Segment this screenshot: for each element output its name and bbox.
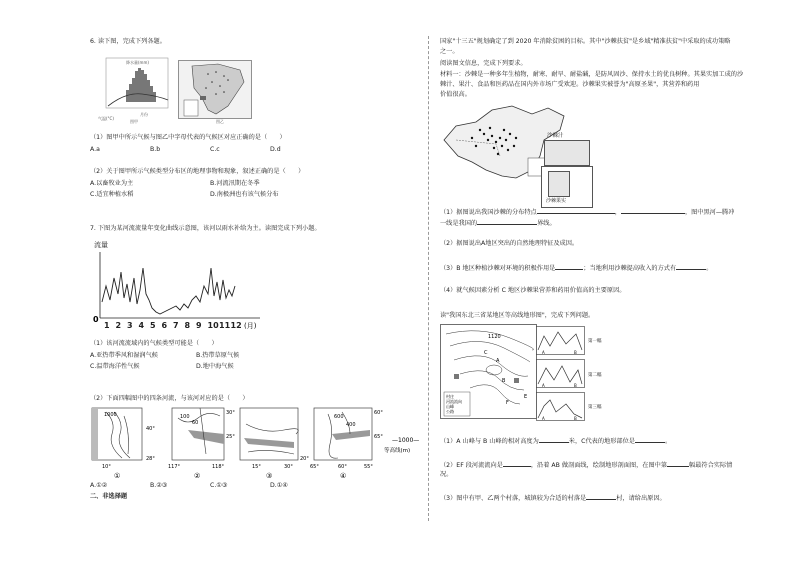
p1-b: B <box>574 350 577 355</box>
rq2: （2）据图说出A地区突出的自然地理特征及成因。 <box>440 240 579 247</box>
discharge-curve <box>102 268 235 314</box>
m2-num: ② <box>194 472 201 480</box>
p3-b: B <box>574 416 577 421</box>
legend-village: 村庄 <box>446 394 454 399</box>
month-tick-label: 10 <box>207 321 219 330</box>
fig-b-label: 图乙 <box>216 119 224 124</box>
rq6: （2）EF 段河流流向是 ，沿着 AB 做剖面线，绘制地形剖面图，在图中第 幅最符合实际情 <box>440 462 733 469</box>
q7-stem: 7. 下图为某河流流量年变化曲线示意图，该河以雨水补给为主。读图完成下列小题。 <box>90 225 321 232</box>
river-maps-figure <box>88 404 424 480</box>
q6-sub2-opt-c[interactable]: C.适宜种植水稻 <box>90 191 134 198</box>
legend-contour-text: 等高线(m) <box>384 448 411 454</box>
rq1-blank-3[interactable] <box>477 218 537 225</box>
fig-a-label: 图甲 <box>130 119 138 124</box>
month-tick-label: 12 <box>230 321 242 330</box>
river-map-4 <box>310 408 383 480</box>
q6-sub1-opt-b[interactable]: B.b <box>150 146 161 153</box>
q6-sub2: （2）关于图甲所示气候类型分布区的地理事物和现象，叙述正确的是（ ） <box>90 168 305 175</box>
q7-sub1-opt-c[interactable]: C.温带海洋性气候 <box>90 363 140 370</box>
temp-label: 气温(°C) <box>98 116 114 121</box>
m1-contour: 1000 <box>104 412 117 418</box>
m1-lat-mid: 40° <box>146 426 155 432</box>
q7-sub1-opt-d[interactable]: D.地中海气候 <box>196 363 234 370</box>
month-tick-label: 11 <box>219 321 231 330</box>
q6-sub2-opt-b[interactable]: B.河流汛期在冬季 <box>210 180 260 187</box>
m1-lat-bot: 28° <box>146 456 155 462</box>
m3-lon-l: 15° <box>252 464 261 470</box>
material-1: 材料一：沙棘是一种多年生植物，耐寒、耐旱、耐盐碱，是防风固沙、保持水土的优良树种。其果实加工成的沙 <box>440 71 744 78</box>
q6-sub2-opt-d[interactable]: D.南极洲也有该气候分布 <box>210 191 279 198</box>
juice-label: 沙棘汁 <box>547 133 564 139</box>
rq5-blank-1[interactable] <box>539 436 569 443</box>
month-tick-label: 6 <box>161 321 168 330</box>
m1-num: ① <box>114 472 121 480</box>
q6-sub2-opt-a[interactable]: A.以畜牧业为主 <box>90 180 134 187</box>
seabuckthorn-fruit-image <box>548 171 570 197</box>
month-tick-label: 4 <box>138 321 145 330</box>
rq6-cont: 况。 <box>440 471 453 478</box>
contour-b: B <box>502 378 506 384</box>
river-map-3 <box>240 408 309 480</box>
profile-3-title: 第三幅 <box>588 405 602 410</box>
profile-panels-figure <box>536 326 608 422</box>
material-1c: 价值很高。 <box>440 91 471 98</box>
intro-1: 国家"十三五"规划确定了到 2020 年消除贫困的目标。其中"沙棘扶贫"是乡域"精准扶贫"中采取的成功策略 <box>440 38 731 45</box>
m4-num: ④ <box>340 472 347 480</box>
legend-road: 公路 <box>446 409 454 414</box>
rq6-blank-1[interactable] <box>503 460 531 467</box>
m3-lon-r: 30° <box>284 464 293 470</box>
rq7: （3）图中有甲、乙两个村落，城镇较为合适的村落是 村，请给出原因。 <box>440 495 666 502</box>
m2-contour-a: 100 <box>180 414 190 420</box>
month-tick-label: 3 <box>127 321 133 330</box>
rq7-blank[interactable] <box>586 493 616 500</box>
q7-sub2: （2）下面四幅图中的四条河流，与该河对应的是（ ） <box>90 395 249 402</box>
legend-river: 河流流向 <box>446 399 462 404</box>
rq5-blank-2[interactable] <box>635 436 665 443</box>
rq1-blank-1[interactable] <box>537 207 615 214</box>
m3-num: ③ <box>266 472 273 480</box>
m4-contour-a: 600 <box>334 414 344 420</box>
rq5: （1）A 山峰与 B 山峰的相对高度为 米，C代表的地形部位是 。 <box>440 438 672 445</box>
map-legend-box <box>541 166 593 208</box>
contour-c: C <box>484 350 488 356</box>
rq4: （4）就气候因素分析 C 地区沙棘果营养和药用价值高的主要原因。 <box>440 287 626 294</box>
legend-peak: 山峰 <box>446 404 454 409</box>
p1-a: A <box>542 350 545 355</box>
m2-lat-mid: 25° <box>226 434 235 440</box>
month-tick-label: 5 <box>150 321 156 330</box>
fruit-label: 沙棘果实 <box>546 198 567 204</box>
seabuckthorn-juice-image <box>544 133 590 166</box>
discharge-ylabel: 流量 <box>94 241 108 249</box>
contour-map-figure <box>440 324 540 422</box>
q6-sub1-opt-a[interactable]: A.a <box>90 146 100 153</box>
q6-sub1-opt-d[interactable]: D.d <box>270 146 281 153</box>
q7-sub2-opt-d[interactable]: D.①④ <box>270 482 288 489</box>
m1-lon: 10° <box>102 464 111 470</box>
m2-lat-top: 30° <box>226 410 235 416</box>
m2-lon-l: 117° <box>168 464 181 470</box>
q6-sub1: （1）图甲中所示气候与图乙中字母代表的气候区对应正确的是（ ） <box>90 134 286 141</box>
q7-sub1-opt-b[interactable]: B.热带草原气候 <box>196 352 240 359</box>
climate-chart-figure <box>96 56 176 124</box>
continent-map-figure <box>178 60 252 124</box>
q7-sub2-opt-c[interactable]: C.①③ <box>210 482 228 489</box>
precip-label: 降水量(mm) <box>126 60 149 65</box>
section-2-heading: 二、非选择题 <box>90 493 128 500</box>
contour-a: A <box>496 358 500 364</box>
profile-2-title: 第二幅 <box>588 373 602 378</box>
contour-1120: 1120 <box>488 334 501 340</box>
rq1-blank-2[interactable] <box>621 207 685 214</box>
rq1-cont: 一线是我国的 界线。 <box>440 220 556 227</box>
m3-lat-bot: 20° <box>300 456 309 462</box>
q6-sub1-opt-c[interactable]: C.c <box>210 146 220 153</box>
m4-lon-rr: 55° <box>364 464 373 470</box>
m2-lon-r: 118° <box>212 464 225 470</box>
month-tick-label: 2 <box>115 321 122 330</box>
q6-stem: 6. 读下图，完成下列各题。 <box>90 38 166 45</box>
q7-sub1-opt-a[interactable]: A.亚热带季风和湿润气候 <box>90 352 158 359</box>
m2-contour-b: 60 <box>192 420 199 426</box>
material-1b: 棘汁、果汁、食品和医药品在国内外市场广受欢迎。沙棘果实被誉为"高原圣果"，其营养和药用 <box>440 81 700 88</box>
intro-1b: 之一。 <box>440 48 459 55</box>
q7-sub2-opt-b[interactable]: B.②③ <box>150 482 168 489</box>
rq1: （1）据图说出我国沙棘的分布特点 ， ，图中黑河—腾冲 <box>440 209 735 216</box>
m4-lon-l: 65° <box>310 464 319 470</box>
m4-lat-top: 60° <box>374 410 383 416</box>
p2-a: A <box>542 383 545 388</box>
rq3-blank-1[interactable] <box>555 263 583 270</box>
discharge-origin: 0 <box>93 315 99 324</box>
m4-contour-b: 400 <box>346 422 356 428</box>
p3-a: A <box>542 416 545 421</box>
intro-2: 阅读图文信息，完成下列要求。 <box>440 60 527 67</box>
rq3-blank-2[interactable] <box>676 263 706 270</box>
month-tick-label: 1 <box>104 321 110 330</box>
legend-contour-value: —1000— <box>392 437 420 444</box>
rq6-blank-2[interactable] <box>667 460 689 467</box>
month-label: 月份 <box>140 112 148 117</box>
p2-b: B <box>574 383 577 388</box>
contour-e: E <box>524 394 528 400</box>
q7-sub1: （1）该河流流域内的气候类型可能是（ ） <box>90 340 218 347</box>
contour-question-stem: 读"我国东北三省某地区等高线地形图"，完成下列问题。 <box>440 312 595 319</box>
river-map-2 <box>168 408 235 480</box>
month-tick-label: 8 <box>184 321 191 330</box>
river-discharge-chart <box>90 238 270 330</box>
month-tick-label: 9 <box>196 321 202 330</box>
column-divider <box>428 36 429 521</box>
contour-f: F <box>506 400 509 406</box>
m4-lat-mid: 65° <box>374 434 383 440</box>
month-unit: (月) <box>244 322 257 330</box>
profile-1-title: 第一幅 <box>588 339 602 344</box>
rq3: （3）B 地区种植沙棘对环境的积极作用是 ；当地利用沙棘提高收入的方式有 。 <box>440 265 713 272</box>
month-tick-label: 7 <box>173 321 179 330</box>
q7-sub2-opt-a[interactable]: A.①② <box>90 482 108 489</box>
m4-lon-r: 60° <box>338 464 347 470</box>
river-map-1 <box>92 408 155 480</box>
